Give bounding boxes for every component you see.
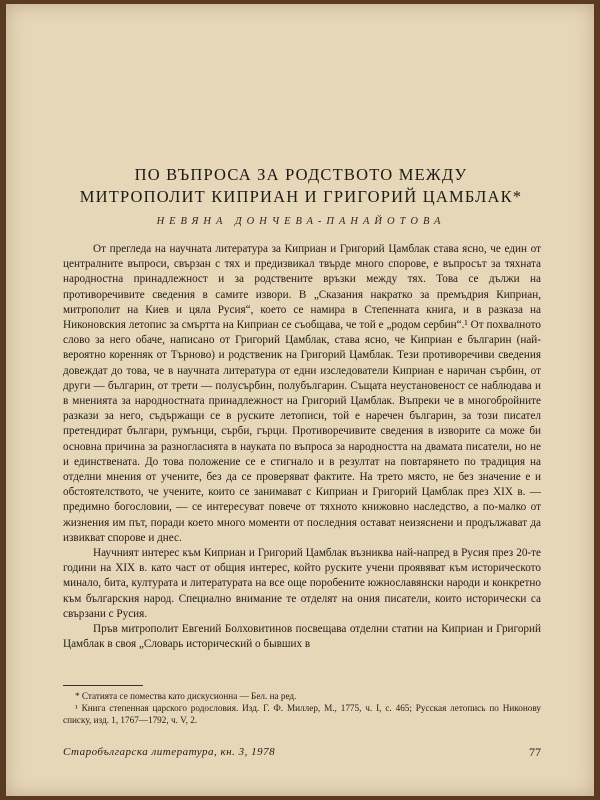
article-title-line-1: ПО ВЪПРОСА ЗА РОДСТВОТО МЕЖДУ xyxy=(134,165,468,184)
document-page xyxy=(6,4,594,796)
body-paragraph: Научният интерес към Киприан и Григорий Цамблак възниква най-напред в Русия през 20-те години на XIX в. като част от общия интерес, който руските учени проявяват към историческото минало, бита, културата и литературата на все още поробените южнославянски народи и конкретно към българския народ. Специално внимание те отделят на ония писатели, които исторически са свързани с Русия. xyxy=(63,547,541,620)
article-title xyxy=(66,164,536,208)
page-footer xyxy=(63,746,541,758)
article-title-line-2: МИТРОПОЛИТ КИПРИАН И ГРИГОРИЙ ЦАМБЛАК* xyxy=(79,187,523,206)
page-number: 77 xyxy=(529,745,541,759)
footnote-divider xyxy=(63,685,143,686)
body-paragraph: От прегледа на научната литература за Киприан и Григорий Цамблак става ясно, че един от централните въпроси, свързан с тях и предизвикал твърде много спорове, е въпросът за тяхната народностна принадлежност и за родствените връзки между тях. Това се дължи на противоречивите сведения в самите извори. В „Сказания накратко за премъдрия Киприан, митрополит на Киев и цяла Русия“, което се намира в Степенната книга, и в разказа на Никоновския летопис за смъртта на Киприан се съобщава, че той е „родом сербин“.¹ От похвалното слово за него обаче, написано от Григорий Цамблак, става ясно, че Киприан е българин (най-вероятно коренняк от Търново) и родственик на Григорий Цамблак. Тези противоречиви сведения довеждат до това, че в научната литература от едни изследователи Киприан е наричан сърбин, от други — българин, от трети — полусърбин, полубългарин. Същата неустановеност се наблюдава и в мненията за народностната принадлежност на Григорий Цамблак. Въпреки че в многобройните разкази за него, съдържащи се в руските летописи, той е наречен българин, за този писател претендират българи, румънци, сърби, гърци. Противоречивите сведения в изворите са може би основна причина за разногласията в науката по въпроса за народността на двамата писатели, но не и единствената. До това положение се е стигнало и в резултат на повтарянето по традиция на отделни мнения от учените, без да се проверяват фактите. На трето място, не без значение е и обстоятелството, че учените, които се занимават с Киприан и Григорий Цамблак през XIX в. — предимно богословии, — се интересуват повече от тяхното книжовно наследство, а по-малко от жизнения им път, поради което много моменти от последния остават неизяснени и продължават да извикват спорове и днес. xyxy=(63,243,541,544)
footnotes xyxy=(63,690,541,726)
journal-citation: Старобългарска литература, кн. 3, 1978 xyxy=(63,746,276,758)
footnote: * Статията се помества като дискусионна — Бел. на ред. xyxy=(75,691,297,701)
article-body xyxy=(63,242,541,652)
body-paragraph: Пръв митрополит Евгений Болховитинов посвещава отделни статии на Киприан и Григорий Цамблак в своя „Словарь исторический о бывших в xyxy=(63,623,541,651)
footnote: ¹ Книга степенная царского родословия. Изд. Г. Ф. Миллер, М., 1775, ч. I, с. 465; Русская летопись по Никонову списку, изд. 1, 1767—1792, ч. V, 2. xyxy=(63,703,541,725)
article-author: НЕВЯНА ДОНЧЕВА-ПАНАЙОТОВА xyxy=(156,216,446,227)
